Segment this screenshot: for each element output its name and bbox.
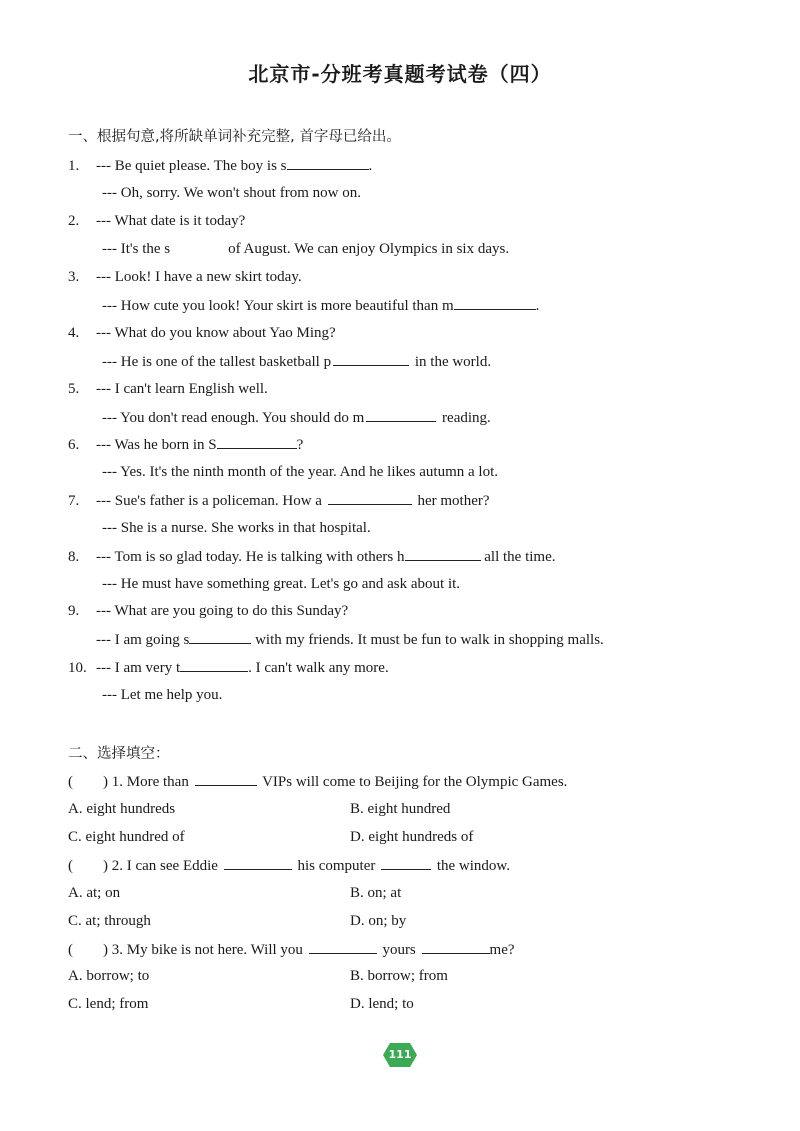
question-1-line-a: 1. --- Be quiet please. The boy is s . xyxy=(68,158,373,174)
choice-question-3: ( ) 3. My bike is not here. Will you yours me? xyxy=(68,942,515,958)
choice-question-2: ( ) 2. I can see Eddie his computer the window. xyxy=(68,858,511,874)
answer-blank[interactable] xyxy=(366,409,436,422)
answer-blank[interactable] xyxy=(333,353,409,366)
choice-question-1: ( ) 1. More than VIPs will come to Beijing for the Olympic Games. xyxy=(68,774,568,790)
option-c: C. eight hundred of xyxy=(68,829,185,845)
question-6-line-b: --- Yes. It's the ninth month of the year. And he likes autumn a lot. xyxy=(102,464,498,480)
option-a: A. at; on xyxy=(68,885,121,901)
section-2-heading: 二、选择填空： xyxy=(68,746,170,762)
option-a: A. eight hundreds xyxy=(68,801,176,817)
question-2-line-b: --- It's the s of August. We can enjoy Olympics in six days. xyxy=(102,241,510,257)
option-d: D. lend; to xyxy=(350,996,414,1012)
answer-blank[interactable] xyxy=(454,297,536,310)
question-9-line-a: 9. --- What are you going to do this Sunday? xyxy=(68,603,349,619)
page-number: 111 xyxy=(388,1048,412,1061)
question-8-line-b: --- He must have something great. Let's go and ask about it. xyxy=(102,576,461,592)
answer-blank[interactable] xyxy=(405,548,481,561)
answer-blank[interactable] xyxy=(217,436,297,449)
option-d: D. eight hundreds of xyxy=(350,829,474,845)
answer-blank xyxy=(422,941,490,954)
question-1-line-b: --- Oh, sorry. We won't shout from now on. xyxy=(102,185,361,201)
option-b: B. on; at xyxy=(350,885,402,901)
question-10-line-b: --- Let me help you. xyxy=(102,687,223,703)
question-9-line-b: --- I am going s with my friends. It must be fun to walk in shopping malls. xyxy=(96,632,604,648)
page-title: 北京市-分班考真题考试卷（四） xyxy=(248,62,552,86)
question-2-line-a: 2. --- What date is it today? xyxy=(68,213,246,229)
answer-blank[interactable] xyxy=(180,659,248,672)
question-7-line-a: 7. --- Sue's father is a policeman. How a her mother? xyxy=(68,493,490,509)
answer-blank xyxy=(224,857,292,870)
question-5-line-b: --- You don't read enough. You should do m reading. xyxy=(102,410,491,426)
answer-blank xyxy=(381,857,431,870)
answer-blank[interactable] xyxy=(328,492,412,505)
question-5-line-a: 5. --- I can't learn English well. xyxy=(68,381,268,397)
question-3-line-b: --- How cute you look! Your skirt is more beautiful than m . xyxy=(102,298,540,314)
answer-blank[interactable] xyxy=(287,157,369,170)
question-6-line-a: 6. --- Was he born in S ? xyxy=(68,437,304,453)
question-4-line-a: 4. --- What do you know about Yao Ming? xyxy=(68,325,336,341)
option-c: C. at; through xyxy=(68,913,151,929)
option-b: B. borrow; from xyxy=(350,968,448,984)
option-c: C. lend; from xyxy=(68,996,149,1012)
page-number-badge xyxy=(382,1042,418,1068)
option-d: D. on; by xyxy=(350,913,407,929)
question-4-line-b: --- He is one of the tallest basketball p in the world. xyxy=(102,354,492,370)
option-b: B. eight hundred xyxy=(350,801,451,817)
option-a: A. borrow; to xyxy=(68,968,150,984)
section-1-heading: 一、根据句意,将所缺单词补充完整, 首字母已给出。 xyxy=(68,129,401,145)
answer-blank xyxy=(195,773,257,786)
question-10-line-a: 10. --- I am very t . I can't walk any more. xyxy=(68,660,389,676)
question-7-line-b: --- She is a nurse. She works in that hospital. xyxy=(102,520,371,536)
answer-blank[interactable] xyxy=(189,631,251,644)
answer-blank xyxy=(309,941,377,954)
question-8-line-a: 8. --- Tom is so glad today. He is talking with others h all the time. xyxy=(68,549,556,565)
question-3-line-a: 3. --- Look! I have a new skirt today. xyxy=(68,269,302,285)
